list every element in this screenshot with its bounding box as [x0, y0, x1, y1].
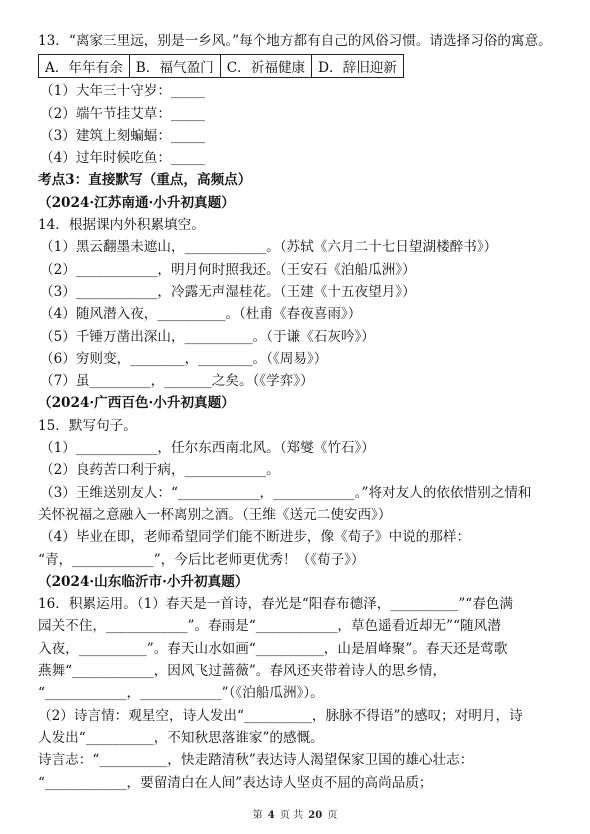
q13-item-3: （3）建筑上刻蝙蝠：_____: [40, 127, 205, 144]
q15-title: 15．默写句子。: [38, 417, 137, 434]
footer-mid: 页 共: [279, 810, 304, 821]
option-d: D．辞旧迎新: [312, 55, 404, 78]
q16-line-7: 人发出“__________，不知秋思落谁家”的感慨。: [38, 729, 324, 746]
q15-item-4-cont: “青，____________”，今后比老师更优秀！（《荀子》）: [38, 551, 365, 568]
option-a: A．年年有余: [39, 55, 130, 78]
q14-item-2: （2）____________，明月何时照我还。（王安石《泊船瓜洲》）: [40, 261, 416, 278]
q15-item-1: （1）____________，任尔东西南北风。（郑燮《竹石》）: [40, 440, 375, 457]
q13-item-4: （4）过年时候吃鱼：_____: [40, 150, 205, 167]
q15-item-2: （2）良药苦口利于病，____________。: [40, 462, 280, 479]
q14-item-4: （4）随风潜入夜，__________。（杜甫《春夜喜雨》）: [40, 306, 362, 323]
q13-item-2: （2）端午节挂艾草：_____: [40, 105, 205, 122]
q16-line-1: 16．积累运用。（1）春天是一首诗，春光是“阳春布德泽，__________”“春色满: [38, 596, 513, 613]
q14-item-7: （7）虽_________，_______之矣。（《学弈》）: [40, 373, 314, 390]
q15-item-4: （4）毕业在即，老师希望同学们能不断进步，像《荀子》中说的那样：: [40, 529, 471, 546]
kaodian-heading: 考点3：直接默写（重点，高频点）: [38, 172, 252, 189]
q16-line-8: 诗言志：“__________，快走踏清秋”表达诗人渴望保家卫国的雄心壮志：: [38, 752, 474, 769]
q14-item-6: （6）穷则变，________，________。（《周易》）: [40, 350, 328, 367]
q16-line-4: 燕舞“____________，因风飞过蔷薇”。春风还夹带着诗人的思乡情，: [38, 663, 447, 680]
footer-post: 页: [327, 810, 338, 821]
q15-item-3: （3）王维送别友人：“____________，____________。”将对友人的依依惜别之情和: [40, 484, 532, 501]
q14-item-1: （1）黑云翻墨未遮山，____________。（苏轼《六月二十七日望湖楼醉书》）: [40, 239, 498, 256]
document-page: [38, 30, 560, 794]
q14-item-5: （5）千锤万凿出深山，__________。（于谦《石灰吟》）: [40, 328, 375, 345]
footer-total-pages: 20: [308, 810, 323, 821]
q15-source: （2024·广西百色·小升初真题）: [38, 395, 235, 412]
q16-line-9: “____________，要留清白在人间”表达诗人坚贞不屈的高尚品质；: [38, 774, 433, 791]
q13-options-table: [38, 54, 404, 78]
q16-line-5: “____________，____________”（《泊船瓜洲》）。: [38, 685, 324, 702]
q16-source: （2024·山东临沂市·小升初真题）: [38, 573, 249, 590]
q13-title: 13．“离家三里远，别是一乡风。”每个地方都有自己的风俗习惯。请选择习俗的寓意。: [38, 33, 552, 49]
q14-source: （2024·江苏南通·小升初真题）: [38, 194, 235, 211]
page-footer: [0, 806, 590, 821]
q13-item-1: （1）大年三十守岁：_____: [40, 83, 205, 100]
q14-title: 14．根据课内外积累填空。: [38, 217, 205, 234]
q16-line-6: （2）诗言情：观星空，诗人发出“__________，脉脉不得语”的感叹；对明月，诗: [38, 707, 523, 724]
footer-pre: 第: [252, 810, 263, 821]
q14-item-3: （3）____________，冷露无声湿桂花。（王建《十五夜望月》）: [40, 283, 416, 300]
q16-line-2: 园关不住，____________”。春雨是“____________，草色遥看近却无”“随风潜: [38, 618, 501, 635]
q15-item-3-cont: 关怀祝福之意融入一杯离别之酒。（王维《送元二使安西》）: [38, 506, 392, 523]
footer-page-number: 4: [267, 810, 275, 821]
option-c: C．祈福健康: [220, 55, 311, 78]
q16-line-3: 入夜，__________”。春天山水如画“__________，山是眉峰聚”。春天还是莺歌: [38, 640, 508, 657]
option-b: B．福气盈门: [129, 55, 220, 78]
